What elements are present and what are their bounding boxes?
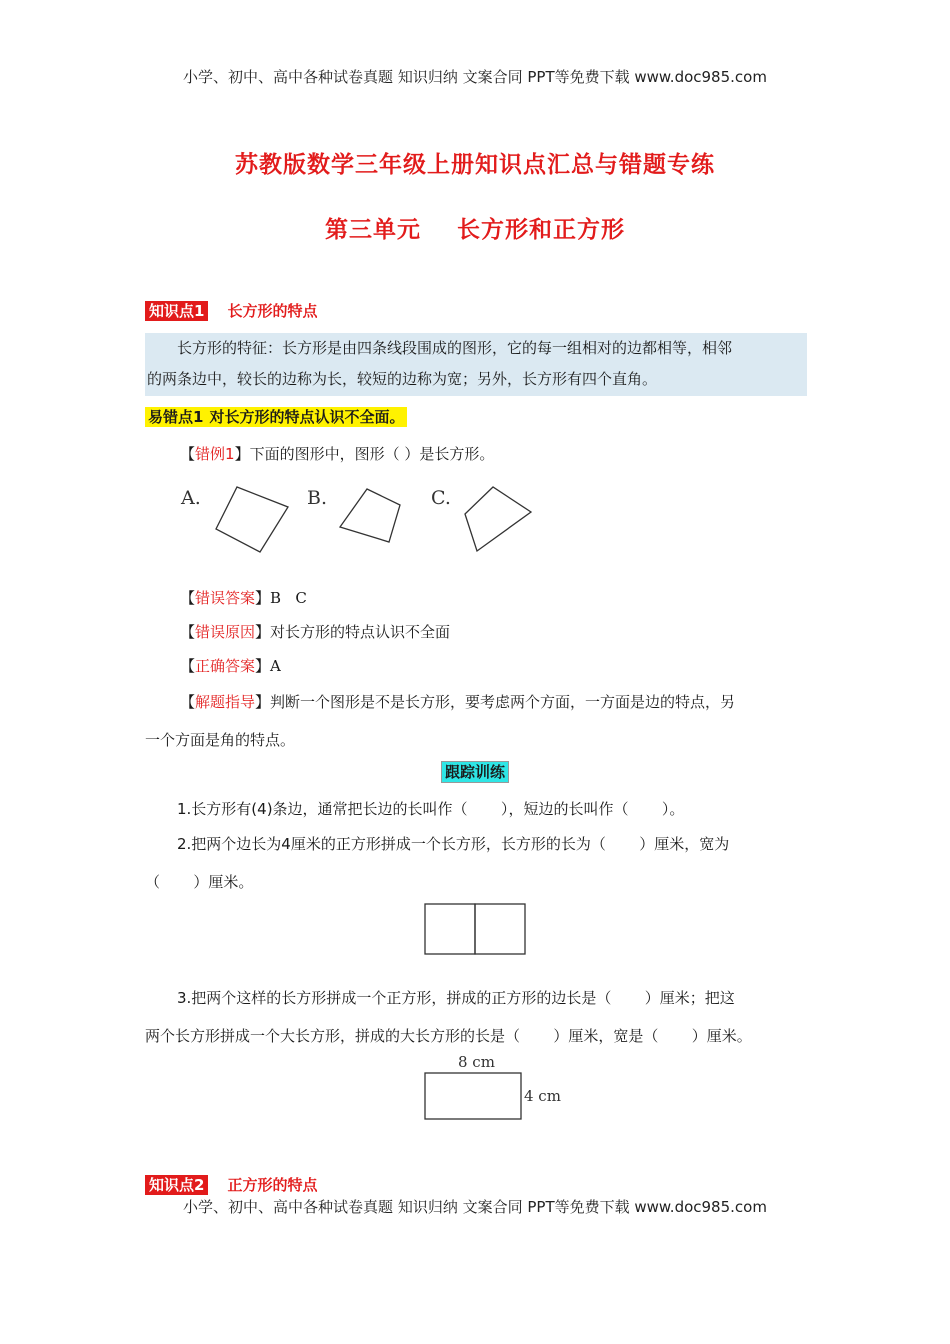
training-question-2-line-2: （ ）厘米。 — [145, 873, 254, 891]
document-title: 苏教版数学三年级上册知识点汇总与错题专练 — [235, 152, 715, 178]
guide-row: 【解题指导】判断一个图形是不是长方形，要考虑两个方面，一方面是边的特点，另 — [180, 693, 736, 711]
page-header: 小学、初中、高中各种试卷真题 知识归纳 文案合同 PPT等免费下载 www.doc985.com — [183, 68, 767, 86]
guide-line-2: 一个方面是角的特点。 — [145, 731, 296, 749]
correct-answer-row: 【正确答案】A — [180, 657, 281, 675]
knowledge-point-2-title: 正方形的特点 — [227, 1176, 318, 1194]
knowledge-point-1-heading — [145, 300, 318, 321]
two-squares-figure — [424, 903, 528, 955]
correct-answer-value: A — [270, 657, 281, 675]
rectangle-figure — [424, 1072, 524, 1122]
error-point-1-text: 对长方形的特点认识不全面。 — [206, 407, 407, 427]
example-1-label: 错例1 — [195, 445, 235, 463]
training-question-1: 1.长方形有(4)条边，通常把长边的长叫作（ ），短边的长叫作（ ）。 — [177, 800, 685, 818]
option-c-shape — [465, 487, 531, 551]
wrong-reason-label: 错误原因 — [195, 623, 256, 641]
left-square — [425, 904, 475, 954]
rect-length-label: 8 cm — [458, 1053, 495, 1071]
unit-title: 第三单元 长方形和正方形 — [324, 217, 626, 243]
knowledge-point-1-title: 长方形的特点 — [227, 302, 318, 320]
knowledge-point-2-tag: 知识点2 — [145, 1175, 208, 1195]
knowledge-point-1-tag: 知识点1 — [145, 301, 208, 321]
wrong-reason-row: 【错误原因】对长方形的特点认识不全面 — [180, 623, 451, 641]
training-question-2-line-1: 2.把两个边长为4厘米的正方形拼成一个长方形，长方形的长为（ ）厘米，宽为 — [177, 835, 730, 853]
option-a-shape — [216, 487, 288, 552]
right-square — [475, 904, 525, 954]
rect-width-label: 4 cm — [524, 1087, 561, 1105]
option-b-shape — [340, 489, 400, 542]
knowledge-point-2-heading — [145, 1174, 318, 1195]
wrong-answer-row: 【错误答案】B C — [180, 589, 307, 607]
example-1-question: 【错例1】下面的图形中，图形（ ）是长方形。 — [180, 445, 495, 463]
error-point-1-tag: 易错点1 — [145, 407, 206, 427]
definition-line-2: 的两条边中，较长的边称为长，较短的边称为宽；另外，长方形有四个直角。 — [147, 370, 658, 388]
guide-label: 解题指导 — [195, 693, 256, 711]
wrong-answer-label: 错误答案 — [195, 589, 256, 607]
guide-line-1: 判断一个图形是不是长方形，要考虑两个方面，一方面是边的特点，另 — [270, 693, 736, 711]
wrong-answer-value: B C — [270, 589, 307, 607]
correct-answer-label: 正确答案 — [195, 657, 256, 675]
option-c-label: C. — [431, 487, 451, 509]
option-shapes — [200, 475, 560, 565]
error-point-1-heading — [145, 406, 407, 427]
page-footer: 小学、初中、高中各种试卷真题 知识归纳 文案合同 PPT等免费下载 www.doc985.com — [183, 1198, 767, 1216]
training-tag: 跟踪训练 — [441, 761, 509, 783]
wrong-reason-value: 对长方形的特点认识不全面 — [270, 623, 451, 641]
option-b-label: B. — [307, 487, 328, 509]
example-1-question-text: 下面的图形中，图形（ ）是长方形。 — [249, 445, 495, 463]
training-question-3-line-1: 3.把两个这样的长方形拼成一个正方形，拼成的正方形的边长是（ ）厘米；把这 — [177, 989, 735, 1007]
training-question-3-line-2: 两个长方形拼成一个大长方形，拼成的大长方形的长是（ ）厘米，宽是（ ）厘米。 — [145, 1027, 752, 1045]
training-heading — [0, 761, 950, 782]
option-a-label: A. — [181, 487, 201, 509]
definition-line-1: 长方形的特征：长方形是由四条线段围成的图形，它的每一组相对的边都相等，相邻 — [177, 339, 733, 357]
rectangle-shape — [425, 1073, 521, 1119]
definition-box — [145, 333, 807, 396]
